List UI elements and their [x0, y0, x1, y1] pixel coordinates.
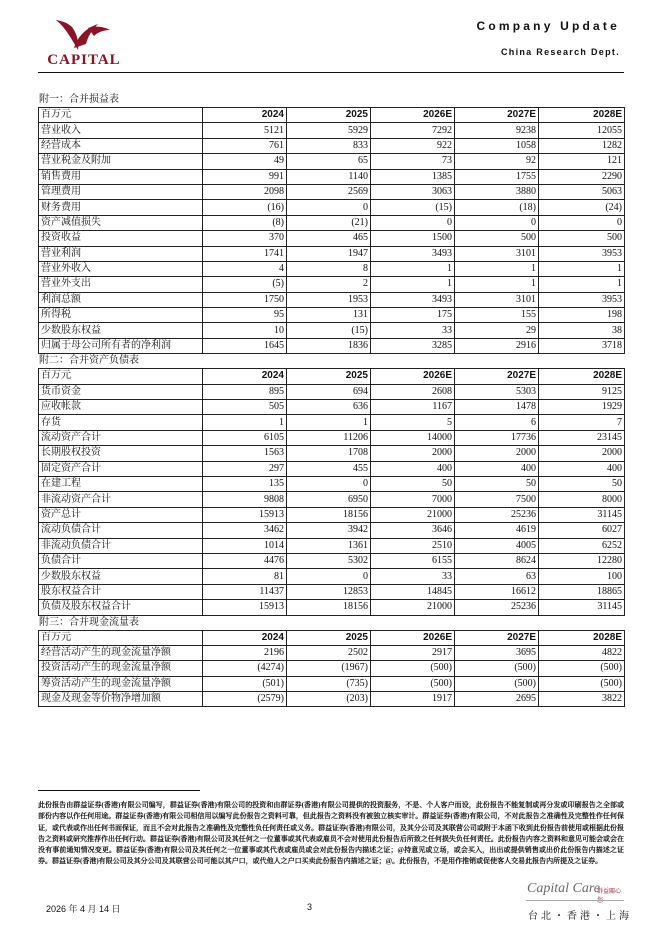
financial-table: [38, 630, 625, 708]
office-cities: 台北・香港・上海: [528, 911, 632, 922]
table-cell: 65: [287, 154, 371, 169]
table-row: [39, 261, 625, 276]
table-cell: 0: [539, 215, 625, 230]
table-cell: 833: [287, 138, 371, 153]
table-cell: 25236: [455, 600, 539, 615]
table-cell: 297: [203, 461, 287, 476]
table-cell: 1282: [539, 138, 625, 153]
table-row: [39, 277, 625, 292]
column-header: 2028E: [539, 630, 625, 645]
table-cell: 16612: [455, 584, 539, 599]
table-cell: (500): [455, 676, 539, 691]
legal-disclaimer: 此份报告由群益证券(香港)有限公司编写，群益证券(香港)有限公司的投资和由群证券(香港)有限公司提供的投资服务，不是、个人客户而设，此份报告不能复制或再分发或印刷报告之全部或部份内容以作任何用途。群益证券(香港)有限公司相信用以编写此份报告之资料可靠，但此报告之资料没有被独立核实审计。群益证券(香港)有限公司，不对此报告之准确性及完整性作任何保证，或代表或作出任何书面保证，而且不会对此报告之准确性及完整性负任何责任或义务。群益证券(香港)有限公司，及其分公司及其联营公司或附于本函下收到此份报告前使用或根据此份报告之资料或研究推荐作出任何行动。群益证券(香港)有限公司及其任何之一位董事或其代表或雇员不会对使用此份报告后所致之任何损失负任何责任。此份报告内容之资料和意见可能会或会在没有事前通知情况变更。群益证券(香港)有限公司及其任何之一位董事或其代表或雇员或会对此份报告内描述之证；@持意见或立场，或会买入，出出或提供销售或出价此份报告内描述之证券。群益证券(香港)有限公司及其分公司及其联营公司可能以其户口，或代他人之户口买卖此份报告内描述之证；@。此份报告，不是用作推销或促使客人交易此报告内所提及之证券。: [38, 801, 624, 866]
table-cell: 2917: [371, 645, 455, 660]
table-cell: 1947: [287, 246, 371, 261]
table-header-row: [39, 108, 625, 123]
table-cell: 1058: [455, 138, 539, 153]
table-cell: 2196: [203, 645, 287, 660]
row-label: 管理费用: [39, 184, 203, 199]
capital-logo: [40, 18, 124, 68]
table-cell: 31145: [539, 600, 625, 615]
table-row: [39, 123, 625, 138]
table-cell: 3718: [539, 338, 625, 353]
row-label: 流动资产合计: [39, 430, 203, 445]
table-cell: 1: [539, 277, 625, 292]
table-cell: 2608: [371, 384, 455, 399]
column-header: 2028E: [539, 369, 625, 384]
table-cell: 14845: [371, 584, 455, 599]
table-cell: 1750: [203, 292, 287, 307]
brand-script: Capital Care: [527, 881, 600, 896]
table-cell: 8: [287, 261, 371, 276]
table-cell: (21): [287, 215, 371, 230]
row-label: 营业外支出: [39, 277, 203, 292]
table-cell: 29: [455, 323, 539, 338]
table-cell: 7292: [371, 123, 455, 138]
column-header: 2027E: [455, 369, 539, 384]
table-cell: 370: [203, 231, 287, 246]
column-header: 2024: [203, 108, 287, 123]
row-label: 投资收益: [39, 231, 203, 246]
table-cell: 3101: [455, 246, 539, 261]
row-label: 营业税金及附加: [39, 154, 203, 169]
table-cell: 922: [371, 138, 455, 153]
table-cell: 33: [371, 569, 455, 584]
brand-divider: [526, 900, 624, 901]
table-cell: 6105: [203, 430, 287, 445]
table-cell: 1361: [287, 538, 371, 553]
table-row: [39, 400, 625, 415]
table-row: [39, 308, 625, 323]
table-cell: 1645: [203, 338, 287, 353]
financial-tables: [38, 93, 624, 707]
table-row: [39, 523, 625, 538]
header-divider: [38, 72, 624, 73]
table-row: [39, 323, 625, 338]
table-cell: 49: [203, 154, 287, 169]
column-header: 2025: [287, 369, 371, 384]
table-cell: 3101: [455, 292, 539, 307]
table-cell: 4: [203, 261, 287, 276]
table-row: [39, 476, 625, 491]
table-header-row: [39, 630, 625, 645]
table-cell: 63: [455, 569, 539, 584]
department-subtitle: China Research Dept.: [500, 47, 620, 57]
table-cell: (18): [455, 200, 539, 215]
row-label: 负债合计: [39, 553, 203, 568]
table-cell: 465: [287, 231, 371, 246]
table-row: [39, 461, 625, 476]
column-header: 百万元: [39, 108, 203, 123]
table-cell: 1953: [287, 292, 371, 307]
table-cell: 3493: [371, 292, 455, 307]
table-cell: 0: [287, 200, 371, 215]
logo-text: CAPITAL: [47, 52, 121, 68]
table-cell: 3285: [371, 338, 455, 353]
table-cell: 8000: [539, 492, 625, 507]
row-label: 少数股东权益: [39, 569, 203, 584]
table-row: [39, 446, 625, 461]
table-cell: 15913: [203, 600, 287, 615]
table-cell: 1755: [455, 169, 539, 184]
row-label: 销售费用: [39, 169, 203, 184]
column-header: 2026E: [371, 108, 455, 123]
table-cell: 895: [203, 384, 287, 399]
table-cell: 3462: [203, 523, 287, 538]
table-cell: (203): [287, 692, 371, 707]
table-cell: 198: [539, 308, 625, 323]
table-cell: 0: [455, 215, 539, 230]
table-cell: 12280: [539, 553, 625, 568]
table-cell: 12055: [539, 123, 625, 138]
table-row: [39, 676, 625, 691]
column-header: 2024: [203, 369, 287, 384]
table-row: [39, 169, 625, 184]
table-cell: 2000: [539, 446, 625, 461]
table-cell: 3953: [539, 292, 625, 307]
table-row: [39, 138, 625, 153]
table-cell: 1014: [203, 538, 287, 553]
table-cell: 15913: [203, 507, 287, 522]
table-title: 附一：合并损益表: [39, 94, 119, 105]
row-label: 财务费用: [39, 200, 203, 215]
table-cell: (15): [287, 323, 371, 338]
table-row: [39, 569, 625, 584]
table-cell: 135: [203, 476, 287, 491]
row-label: 流动负债合计: [39, 523, 203, 538]
table-header-row: [39, 369, 625, 384]
table-cell: 5: [371, 415, 455, 430]
table-cell: 155: [455, 308, 539, 323]
table-cell: 5063: [539, 184, 625, 199]
table-cell: 17736: [455, 430, 539, 445]
table-cell: 2569: [287, 184, 371, 199]
table-cell: 4476: [203, 553, 287, 568]
table-cell: 23145: [539, 430, 625, 445]
table-cell: 9125: [539, 384, 625, 399]
table-cell: 6027: [539, 523, 625, 538]
column-header: 2025: [287, 108, 371, 123]
table-row: [39, 507, 625, 522]
column-header: 2026E: [371, 369, 455, 384]
table-cell: 0: [287, 569, 371, 584]
row-label: 应收帐款: [39, 400, 203, 415]
table-cell: 1563: [203, 446, 287, 461]
table-cell: 2: [287, 277, 371, 292]
table-cell: 11437: [203, 584, 287, 599]
table-cell: 6155: [371, 553, 455, 568]
table-cell: 3880: [455, 184, 539, 199]
table-cell: 12853: [287, 584, 371, 599]
row-label: 经营活动产生的现金流量净额: [39, 645, 203, 660]
table-cell: 50: [455, 476, 539, 491]
row-label: 现金及现金等价物净增加额: [39, 692, 203, 707]
table-cell: 1708: [287, 446, 371, 461]
table-cell: (15): [371, 200, 455, 215]
table-cell: 1: [371, 261, 455, 276]
row-label: 资产减值损失: [39, 215, 203, 230]
table-cell: 2290: [539, 169, 625, 184]
table-cell: (16): [203, 200, 287, 215]
table-cell: 92: [455, 154, 539, 169]
table-cell: (500): [455, 661, 539, 676]
row-label: 筹资活动产生的现金流量净额: [39, 676, 203, 691]
table-row: [39, 692, 625, 707]
row-label: 非流动资产合计: [39, 492, 203, 507]
table-cell: 18865: [539, 584, 625, 599]
table-cell: 1917: [371, 692, 455, 707]
row-label: 负债及股东权益合计: [39, 600, 203, 615]
table-row: [39, 231, 625, 246]
table-cell: 33: [371, 323, 455, 338]
table-cell: (5): [203, 277, 287, 292]
table-row: [39, 246, 625, 261]
table-cell: 1836: [287, 338, 371, 353]
table-cell: 0: [371, 215, 455, 230]
table-row: [39, 384, 625, 399]
row-label: 固定资产合计: [39, 461, 203, 476]
row-label: 所得税: [39, 308, 203, 323]
table-cell: 3942: [287, 523, 371, 538]
table-cell: 14000: [371, 430, 455, 445]
table-cell: 5929: [287, 123, 371, 138]
table-cell: 2098: [203, 184, 287, 199]
table-row: [39, 661, 625, 676]
table-cell: (500): [539, 661, 625, 676]
financial-table: [38, 368, 625, 615]
table-cell: 500: [455, 231, 539, 246]
table-cell: 9808: [203, 492, 287, 507]
table-row: [39, 154, 625, 169]
table-cell: 1385: [371, 169, 455, 184]
table-cell: 5303: [455, 384, 539, 399]
table-cell: 3646: [371, 523, 455, 538]
table-cell: 455: [287, 461, 371, 476]
table-cell: 131: [287, 308, 371, 323]
row-label: 经营成本: [39, 138, 203, 153]
row-label: 少数股东权益: [39, 323, 203, 338]
table-title: 附二：合并资产负债表: [39, 355, 139, 367]
report-date: 2026 年 4 月 14 日: [46, 904, 121, 914]
table-cell: 2695: [455, 692, 539, 707]
table-cell: 400: [371, 461, 455, 476]
table-cell: 1741: [203, 246, 287, 261]
row-label: 非流动负债合计: [39, 538, 203, 553]
table-cell: (8): [203, 215, 287, 230]
table-row: [39, 292, 625, 307]
table-cell: 1478: [455, 400, 539, 415]
table-cell: 4619: [455, 523, 539, 538]
table-cell: 1: [455, 261, 539, 276]
table-cell: 100: [539, 569, 625, 584]
table-row: [39, 584, 625, 599]
table-cell: (4274): [203, 661, 287, 676]
table-cell: (735): [287, 676, 371, 691]
table-cell: 11206: [287, 430, 371, 445]
table-row: [39, 200, 625, 215]
table-row: [39, 600, 625, 615]
capital-bird-icon: [52, 18, 112, 52]
table-cell: 50: [371, 476, 455, 491]
table-cell: 1: [287, 415, 371, 430]
column-header: 2025: [287, 630, 371, 645]
table-cell: 505: [203, 400, 287, 415]
row-label: 货币资金: [39, 384, 203, 399]
table-cell: 1929: [539, 400, 625, 415]
financial-table: [38, 107, 625, 354]
table-cell: 2000: [371, 446, 455, 461]
table-cell: 6950: [287, 492, 371, 507]
table-cell: 1: [203, 415, 287, 430]
table-cell: 1500: [371, 231, 455, 246]
column-header: 2027E: [455, 630, 539, 645]
table-cell: 2510: [371, 538, 455, 553]
brand-chinese: 群益關心您: [597, 889, 622, 904]
table-row: [39, 553, 625, 568]
table-cell: 636: [287, 400, 371, 415]
table-row: [39, 338, 625, 353]
row-label: 营业收入: [39, 123, 203, 138]
table-cell: 3695: [455, 645, 539, 660]
table-cell: 31145: [539, 507, 625, 522]
table-cell: 1167: [371, 400, 455, 415]
row-label: 营业外收入: [39, 261, 203, 276]
table-cell: 9238: [455, 123, 539, 138]
table-cell: 400: [455, 461, 539, 476]
table-cell: 121: [539, 154, 625, 169]
table-cell: 3822: [539, 692, 625, 707]
table-cell: (500): [539, 676, 625, 691]
table-row: [39, 538, 625, 553]
table-cell: 21000: [371, 507, 455, 522]
table-cell: 6252: [539, 538, 625, 553]
row-label: 归属于母公司所有者的净利润: [39, 338, 203, 353]
row-label: 营业利润: [39, 246, 203, 261]
table-cell: 7000: [371, 492, 455, 507]
row-label: 股东权益合计: [39, 584, 203, 599]
table-cell: 6: [455, 415, 539, 430]
row-label: 利润总额: [39, 292, 203, 307]
table-row: [39, 184, 625, 199]
table-cell: 95: [203, 308, 287, 323]
table-cell: 3953: [539, 246, 625, 261]
table-cell: (1967): [287, 661, 371, 676]
row-label: 投资活动产生的现金流量净额: [39, 661, 203, 676]
column-header: 2027E: [455, 108, 539, 123]
table-cell: (500): [371, 676, 455, 691]
table-cell: 400: [539, 461, 625, 476]
table-cell: 7: [539, 415, 625, 430]
table-cell: 2502: [287, 645, 371, 660]
table-cell: 8624: [455, 553, 539, 568]
column-header: 百万元: [39, 630, 203, 645]
row-label: 资产总计: [39, 507, 203, 522]
row-label: 在建工程: [39, 476, 203, 491]
table-cell: (24): [539, 200, 625, 215]
table-cell: 5121: [203, 123, 287, 138]
table-row: [39, 645, 625, 660]
table-cell: 3493: [371, 246, 455, 261]
table-cell: 1: [371, 277, 455, 292]
table-cell: 3063: [371, 184, 455, 199]
table-cell: (2579): [203, 692, 287, 707]
column-header: 2024: [203, 630, 287, 645]
table-cell: 38: [539, 323, 625, 338]
table-cell: 5302: [287, 553, 371, 568]
page-number: 3: [307, 902, 313, 912]
table-cell: 50: [539, 476, 625, 491]
table-cell: 1: [455, 277, 539, 292]
table-row: [39, 492, 625, 507]
table-cell: 18156: [287, 600, 371, 615]
column-header: 百万元: [39, 369, 203, 384]
table-cell: 1: [539, 261, 625, 276]
table-cell: 7500: [455, 492, 539, 507]
table-cell: 694: [287, 384, 371, 399]
table-cell: 0: [287, 476, 371, 491]
table-cell: 2916: [455, 338, 539, 353]
table-title: 附三：合并现金流量表: [39, 616, 139, 628]
table-row: [39, 215, 625, 230]
report-type-title: Company Update: [476, 19, 620, 33]
table-cell: 25236: [455, 507, 539, 522]
table-cell: 18156: [287, 507, 371, 522]
table-cell: (501): [203, 676, 287, 691]
table-cell: 761: [203, 138, 287, 153]
table-cell: 4822: [539, 645, 625, 660]
table-cell: 4005: [455, 538, 539, 553]
table-cell: 10: [203, 323, 287, 338]
capital-care-brand: [527, 881, 623, 904]
table-cell: 73: [371, 154, 455, 169]
table-cell: 991: [203, 169, 287, 184]
footnote-rule: [38, 790, 200, 791]
table-row: [39, 415, 625, 430]
table-cell: 21000: [371, 600, 455, 615]
table-row: [39, 430, 625, 445]
table-cell: 1140: [287, 169, 371, 184]
column-header: 2028E: [539, 108, 625, 123]
table-cell: (500): [371, 661, 455, 676]
row-label: 长期股权投资: [39, 446, 203, 461]
table-cell: 500: [539, 231, 625, 246]
table-cell: 2000: [455, 446, 539, 461]
table-cell: 81: [203, 569, 287, 584]
row-label: 存货: [39, 415, 203, 430]
column-header: 2026E: [371, 630, 455, 645]
table-cell: 175: [371, 308, 455, 323]
